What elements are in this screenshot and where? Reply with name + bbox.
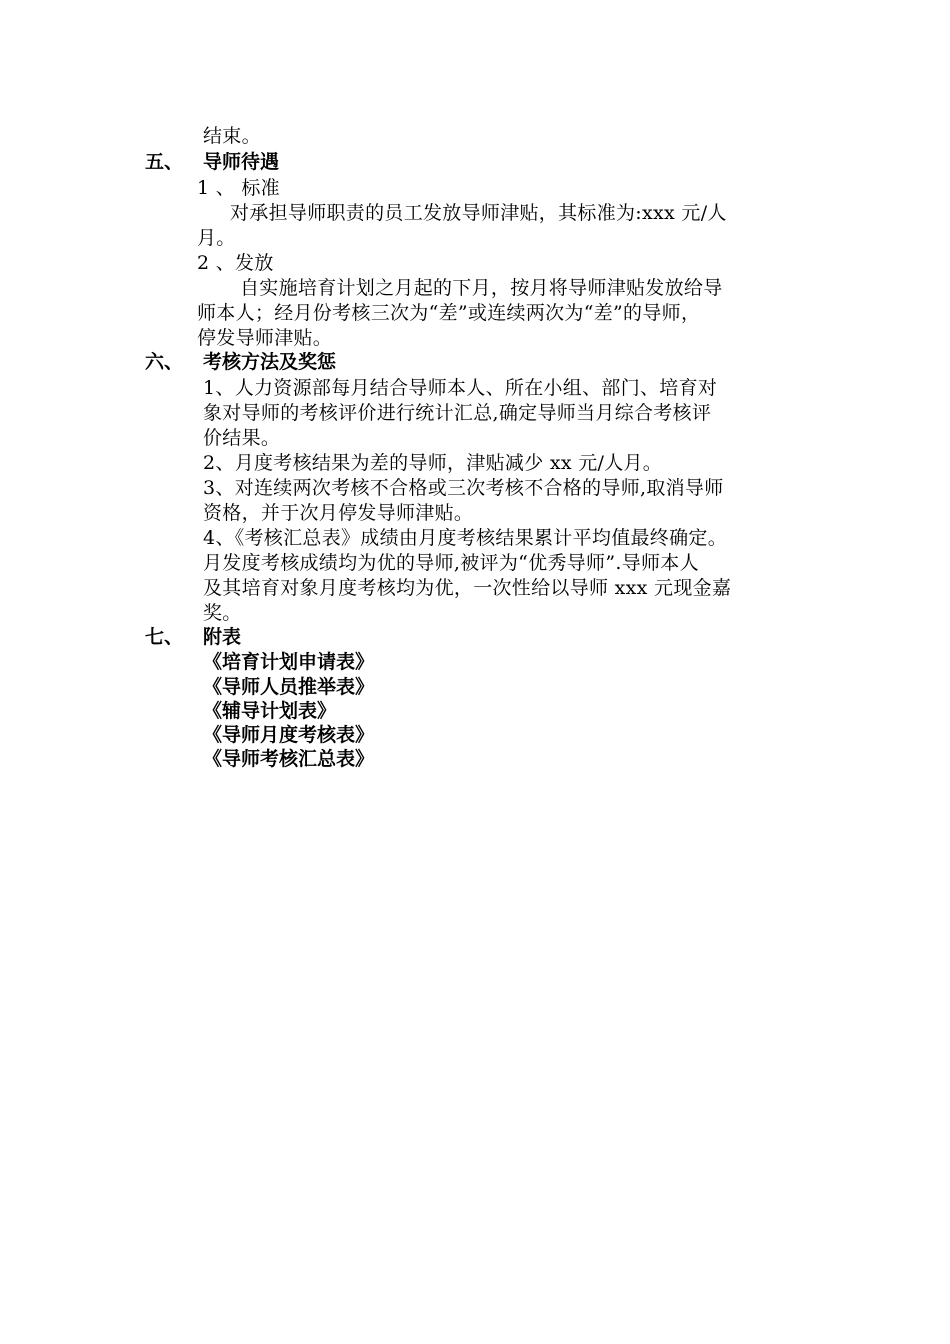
attachment-item: 《导师人员推举表》 — [203, 676, 375, 698]
section-6-paragraph-4-line-3: 及其培育对象月度考核均为优，一次性给以导师 xxx 元现金嘉 — [203, 577, 732, 599]
attachment-item: 《培育计划申请表》 — [203, 651, 375, 673]
section-6-title: 考核方法及奖惩 — [203, 351, 337, 373]
section-5-title: 导师待遇 — [203, 151, 280, 173]
section-5-item-2-text-line-2: 师本人；经月份考核三次为“差”或连续两次为“差”的导师， — [197, 302, 701, 324]
attachment-item: 《导师考核汇总表》 — [203, 748, 375, 770]
section-6-paragraph-4-line-4: 奖。 — [203, 602, 242, 624]
section-6-paragraph-4-line-1: 4、《考核汇总表》成绩由月度考核结果累计平均值最终确定。 — [203, 527, 727, 549]
section-6-paragraph-2-line-1: 2、月度考核结果为差的导师，津贴减少 xx 元/人月。 — [203, 452, 663, 474]
section-6-number: 六、 — [145, 351, 184, 373]
section-7-number: 七、 — [145, 626, 184, 648]
section-5-item-1-text-line-1: 对承担导师职责的员工发放导师津贴，其标准为:xxx 元/人 — [230, 202, 727, 224]
section-6-paragraph-1-line-1: 1、人力资源部每月结合导师本人、所在小组、部门、培育对 — [203, 377, 718, 399]
section-5-item-2-text-line-3: 停发导师津贴。 — [197, 327, 333, 349]
section-5-item-1-text-line-2: 月。 — [197, 227, 236, 249]
section-6-paragraph-3-line-2: 资格，并于次月停发导师津贴。 — [203, 502, 474, 524]
attachment-item: 《导师月度考核表》 — [203, 724, 375, 746]
section-7-title: 附表 — [203, 626, 242, 648]
section-5-item-1-label: 1 、 标准 — [197, 177, 280, 199]
section-6-paragraph-1-line-3: 价结果。 — [203, 427, 281, 449]
section-5-number: 五、 — [145, 151, 184, 173]
section-5-item-2-label: 2 、发放 — [197, 252, 274, 274]
intro-tail-text: 结束。 — [203, 125, 261, 147]
attachment-item: 《辅导计划表》 — [203, 700, 337, 722]
section-6-paragraph-4-line-2: 月发度考核成绩均为优的导师,被评为“优秀导师”.导师本人 — [203, 552, 699, 574]
section-6-paragraph-3-line-1: 3、对连续两次考核不合格或三次考核不合格的导师,取消导师 — [203, 477, 724, 499]
section-6-paragraph-1-line-2: 象对导师的考核评价进行统计汇总,确定导师当月综合考核评 — [203, 402, 712, 424]
section-5-item-2-text-line-1: 自实施培育计划之月起的下月，按月将导师津贴发放给导 — [240, 277, 723, 299]
